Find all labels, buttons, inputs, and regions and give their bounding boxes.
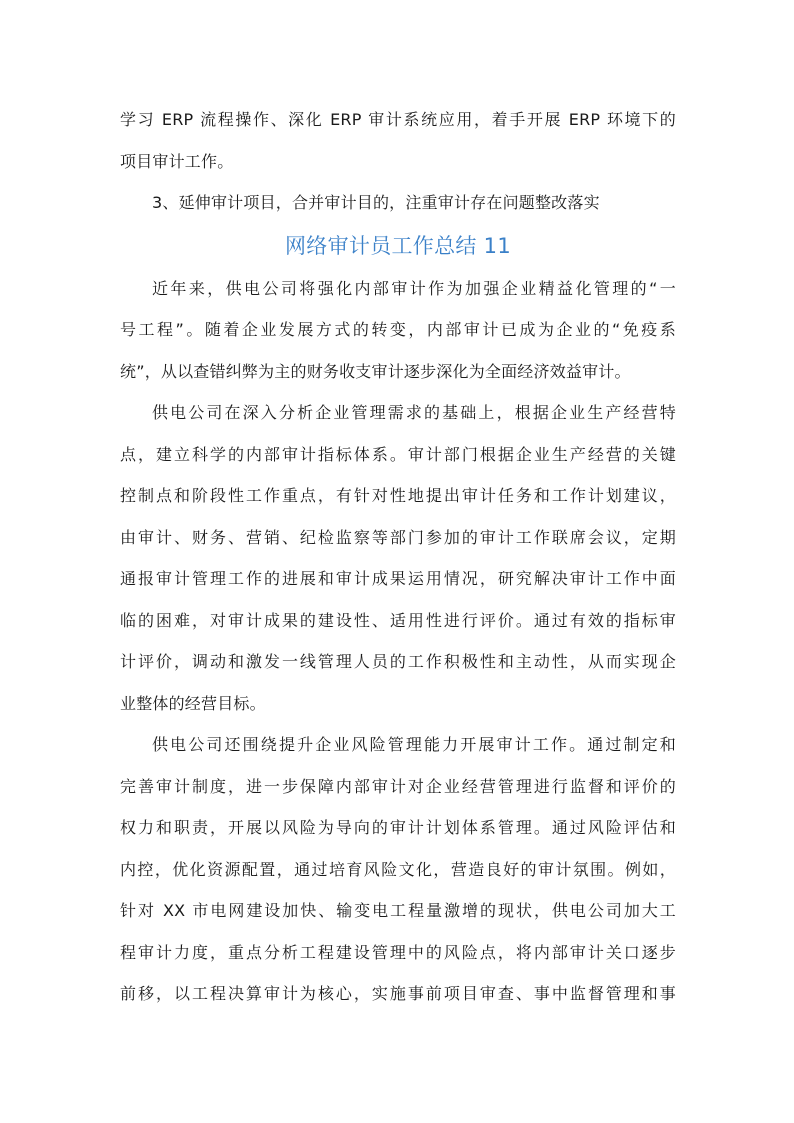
- paragraph-2-line-1: 供电公司在深入分析企业管理需求的基础上，根据企业生产经营特: [152, 403, 676, 422]
- intro-line-3: 3、延伸审计项目，合并审计目的，注重审计存在问题整改落实: [152, 193, 600, 212]
- paragraph-3-line-3: 权力和职责，开展以风险为导向的审计计划体系管理。通过风险评估和: [120, 818, 676, 837]
- paragraph-2-line-6: 临的困难，对审计成果的建设性、适用性进行评价。通过有效的指标审: [120, 610, 676, 630]
- intro-line-2: 项目审计工作。: [120, 151, 234, 171]
- paragraph-3-line-1: 供电公司还围绕提升企业风险管理能力开展审计工作。通过制定和: [152, 735, 676, 754]
- paragraph-1-line-3: 统”，从以查错纠弊为主的财务收支审计逐步深化为全面经济效益审计。: [120, 361, 631, 381]
- paragraph-2-line-3: 控制点和阶段性工作重点，有针对性地提出审计任务和工作计划建议，: [120, 486, 676, 505]
- paragraph-3-line-7: 前移，以工程决算审计为核心，实施事前项目审查、事中监督管理和事: [120, 984, 676, 1003]
- section-heading: 网络审计员工作总结 11: [285, 233, 511, 258]
- paragraph-2-line-8: 业整体的经营目标。: [120, 693, 266, 713]
- paragraph-3-line-2: 完善审计制度，进一步保障内部审计对企业经营管理进行监督和评价的: [120, 776, 676, 796]
- paragraph-2-line-5: 通报审计管理工作的进展和审计成果运用情况，研究解决审计工作中面: [120, 569, 676, 588]
- paragraph-1-line-2: 号工程”。随着企业发展方式的转变，内部审计已成为企业的“免疫系: [120, 320, 676, 339]
- paragraph-2-line-7: 计评价，调动和激发一线管理人员的工作积极性和主动性，从而实现企: [120, 652, 676, 671]
- paragraph-3-line-6: 程审计力度，重点分析工程建设管理中的风险点，将内部审计关口逐步: [120, 942, 676, 962]
- document-body: [120, 99, 676, 1015]
- intro-line-1: 学习 ERP 流程操作、深化 ERP 审计系统应用，着手开展 ERP 环境下的: [120, 110, 676, 129]
- paragraph-2-line-4: 由审计、财务、营销、纪检监察等部门参加的审计工作联席会议，定期: [120, 527, 676, 547]
- paragraph-3-line-5: 针对 XX 市电网建设加快、输变电工程量激增的现状，供电公司加大工: [120, 901, 676, 920]
- paragraph-3-line-4: 内控，优化资源配置，通过培育风险文化，营造良好的审计氛围。例如，: [120, 859, 676, 879]
- paragraph-2-line-2: 点，建立科学的内部审计指标体系。审计部门根据企业生产经营的关键: [120, 444, 676, 464]
- paragraph-1-line-1: 近年来，供电公司将强化内部审计作为加强企业精益化管理的“一: [152, 278, 676, 298]
